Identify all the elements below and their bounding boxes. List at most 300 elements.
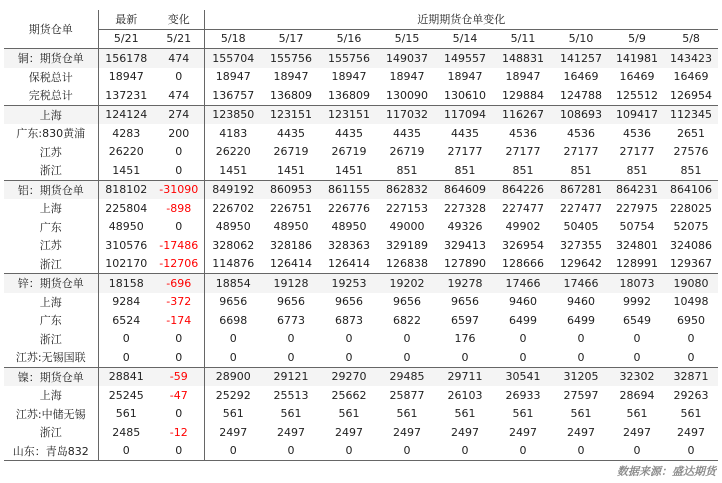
latest-cell: 102170 [105,257,148,271]
history-cell: 26719 [273,145,309,159]
history-cell: 0 [577,350,585,364]
history-cell: 327355 [560,238,602,252]
history-cell: 29270 [320,367,378,386]
change-cell: -47 [154,386,204,405]
history-cell: 19278 [436,274,494,293]
latest-cell: 9284 [112,295,141,309]
history-cell: 6698 [219,313,248,327]
history-cell: 50754 [619,220,655,234]
history-cell: 117032 [378,105,436,124]
history-cell: 326954 [502,238,544,252]
history-cell: 19080 [664,274,718,293]
history-cell: 17466 [552,274,610,293]
table-row [4,274,718,293]
history-cell: 26220 [215,145,251,159]
history-cell: 6549 [623,313,651,327]
history-cell: 2497 [509,425,537,439]
history-cell: 0 [403,350,411,364]
history-cell: 864226 [494,180,552,199]
history-cell: 26719 [389,145,425,159]
history-cell: 324086 [670,238,713,252]
row-label: 广东 [4,218,98,237]
history-cell: 125512 [616,88,658,102]
latest-cell: 26220 [108,145,144,159]
change-cell: -898 [154,199,204,218]
history-cell: 561 [570,407,592,421]
date-header: 5/16 [320,29,378,49]
row-label: 镍：期货仓单 [4,367,98,386]
change-cell: -696 [154,274,204,293]
table-row [4,161,718,180]
history-cell: 4536 [567,126,595,140]
history-cell: 0 [287,332,295,346]
history-cell: 0 [204,442,262,461]
history-cell: 136757 [212,88,255,102]
row-label: 锌：期货仓单 [4,274,98,293]
history-cell: 108693 [552,105,610,124]
change-cell: 0 [154,161,204,180]
change-cell: 0 [154,442,204,461]
history-cell: 48950 [273,220,309,234]
latest-cell: 18947 [108,70,144,84]
change-cell: -174 [154,311,204,330]
history-cell: 561 [454,407,476,421]
history-cell: 851 [680,163,702,177]
history-cell: 228025 [670,201,713,215]
history-cell: 2497 [335,425,363,439]
history-cell: 6950 [677,313,706,327]
row-label: 铜：期货仓单 [4,49,98,68]
history-cell: 143423 [664,49,718,68]
latest-cell: 48950 [108,220,144,234]
latest-cell: 561 [115,407,137,421]
history-cell: 4183 [219,126,248,140]
latest-header: 最新 [98,10,154,29]
history-cell: 29711 [436,367,494,386]
latest-cell: 310576 [105,238,148,252]
latest-cell: 156178 [98,49,154,68]
history-cell: 0 [345,332,353,346]
change-cell: 274 [154,105,204,124]
date-header: 5/14 [436,29,494,49]
latest-cell: 137231 [105,88,148,102]
history-cell: 30541 [494,367,552,386]
history-cell: 25513 [273,388,309,402]
date-header: 5/15 [378,29,436,49]
history-cell: 0 [461,350,469,364]
history-cell: 227153 [386,201,428,215]
history-cell: 227975 [616,201,658,215]
table-row [4,199,718,218]
change-cell: 0 [154,348,204,367]
history-cell: 1451 [219,163,248,177]
history-cell: 0 [287,350,295,364]
row-label: 浙江 [4,423,98,442]
table-row [4,143,718,162]
history-cell: 1451 [335,163,363,177]
history-cell: 29263 [673,388,709,402]
row-label: 江苏:无锡国联 [4,348,98,367]
change-cell: 0 [154,68,204,87]
history-cell: 128991 [616,257,658,271]
table-row [4,105,718,124]
recent-header: 近期期货仓单变化 [204,10,718,29]
history-cell: 1451 [277,163,305,177]
history-cell: 18947 [331,70,367,84]
history-cell: 129367 [670,257,713,271]
history-cell: 176 [454,332,476,346]
header-row-dates [4,29,718,49]
history-cell: 0 [262,442,320,461]
table-row [4,236,718,255]
history-cell: 328062 [212,238,255,252]
date-header: 5/17 [262,29,320,49]
history-cell: 2497 [277,425,305,439]
history-cell: 0 [552,442,610,461]
history-cell: 27576 [673,145,709,159]
history-cell: 9656 [219,295,248,309]
history-cell: 126414 [270,257,312,271]
history-cell: 227328 [444,201,486,215]
history-cell: 6873 [335,313,363,327]
date-header: 5/21 [154,29,204,49]
table-row [4,180,718,199]
history-cell: 226776 [328,201,370,215]
history-cell: 9656 [277,295,305,309]
history-cell: 9460 [567,295,595,309]
history-cell: 561 [626,407,648,421]
change-cell: 474 [154,49,204,68]
latest-cell: 124124 [98,105,154,124]
history-cell: 27177 [563,145,599,159]
latest-cell: 225804 [105,201,148,215]
history-cell: 32302 [610,367,664,386]
history-cell: 27177 [505,145,541,159]
history-cell: 324801 [616,238,658,252]
change-header: 变化 [154,10,204,29]
history-cell: 10498 [673,295,709,309]
history-cell: 141257 [552,49,610,68]
row-label: 上海 [4,199,98,218]
history-cell: 25292 [215,388,251,402]
history-cell: 864231 [610,180,664,199]
history-cell: 0 [519,332,527,346]
history-cell: 31205 [552,367,610,386]
history-cell: 849192 [204,180,262,199]
history-cell: 6822 [393,313,421,327]
history-cell: 29485 [378,367,436,386]
change-cell: 200 [154,124,204,143]
history-cell: 561 [396,407,418,421]
history-cell: 18947 [389,70,425,84]
history-cell: 50405 [563,220,599,234]
history-cell: 0 [633,350,641,364]
history-cell: 4435 [335,126,363,140]
history-cell: 25877 [389,388,425,402]
history-cell: 19128 [262,274,320,293]
table-row [4,68,718,87]
data-source-note: 数据来源：盛达期货 [617,465,716,478]
date-header: 5/8 [664,29,718,49]
table-row [4,423,718,442]
history-cell: 0 [687,332,695,346]
history-cell: 4536 [623,126,651,140]
history-cell: 126838 [386,257,428,271]
table-body [4,49,718,461]
table-row [4,405,718,424]
history-cell: 0 [519,350,527,364]
history-cell: 0 [378,442,436,461]
history-cell: 109417 [610,105,664,124]
history-cell: 48950 [215,220,251,234]
row-label: 江苏 [4,236,98,255]
history-cell: 4536 [509,126,537,140]
history-cell: 851 [512,163,534,177]
history-cell: 129884 [502,88,544,102]
history-cell: 861155 [320,180,378,199]
history-cell: 112345 [664,105,718,124]
history-cell: 0 [610,442,664,461]
history-cell: 561 [680,407,702,421]
table-row [4,367,718,386]
change-cell: 0 [154,218,204,237]
table-row [4,348,718,367]
history-cell: 9460 [509,295,537,309]
history-cell: 149557 [436,49,494,68]
history-cell: 2497 [219,425,248,439]
table-row [4,49,718,68]
history-cell: 226702 [212,201,255,215]
row-label: 广东 [4,311,98,330]
history-cell: 329413 [444,238,486,252]
latest-cell: 18158 [98,274,154,293]
history-cell: 561 [222,407,244,421]
row-label: 浙江 [4,255,98,274]
history-cell: 0 [345,350,353,364]
latest-cell: 0 [122,332,130,346]
history-cell: 2497 [567,425,595,439]
history-cell: 25662 [331,388,367,402]
table-row [4,218,718,237]
history-cell: 561 [280,407,302,421]
change-cell: 0 [154,143,204,162]
history-cell: 26933 [505,388,541,402]
history-cell: 123151 [262,105,320,124]
history-cell: 328363 [328,238,370,252]
history-cell: 141981 [610,49,664,68]
history-cell: 6499 [509,313,537,327]
date-header: 5/21 [98,29,154,49]
history-cell: 0 [664,442,718,461]
latest-cell: 0 [122,350,130,364]
history-cell: 136809 [328,88,370,102]
history-cell: 136809 [270,88,312,102]
change-cell: -372 [154,293,204,312]
row-label: 铝：期货仓单 [4,180,98,199]
history-cell: 9992 [623,295,651,309]
history-cell: 127890 [444,257,486,271]
latest-cell: 4283 [112,126,141,140]
history-cell: 124788 [560,88,602,102]
history-cell: 0 [403,332,411,346]
history-cell: 9656 [335,295,363,309]
history-cell: 6499 [567,313,595,327]
history-cell: 129642 [560,257,602,271]
row-label: 江苏:中储无锡 [4,405,98,424]
history-cell: 2651 [677,126,706,140]
latest-cell: 6524 [112,313,141,327]
row-label: 上海 [4,386,98,405]
history-cell: 49000 [389,220,425,234]
history-cell: 867281 [552,180,610,199]
history-cell: 18854 [204,274,262,293]
table-row [4,386,718,405]
history-cell: 4435 [393,126,421,140]
table-row [4,293,718,312]
history-cell: 126414 [328,257,370,271]
history-cell: 155704 [204,49,262,68]
history-cell: 123151 [320,105,378,124]
change-cell: 0 [154,330,204,349]
row-label: 广东:830黄浦 [4,124,98,143]
row-label: 浙江 [4,330,98,349]
history-cell: 328186 [270,238,312,252]
history-cell: 130090 [386,88,428,102]
history-cell: 561 [338,407,360,421]
history-cell: 0 [633,332,641,346]
history-cell: 864609 [436,180,494,199]
history-cell: 19253 [320,274,378,293]
history-cell: 28900 [204,367,262,386]
history-cell: 29121 [262,367,320,386]
change-cell: -12 [154,423,204,442]
history-cell: 128666 [502,257,544,271]
history-cell: 149037 [378,49,436,68]
history-cell: 130610 [444,88,486,102]
history-cell: 0 [436,442,494,461]
history-cell: 9656 [393,295,421,309]
date-header: 5/10 [552,29,610,49]
history-cell: 2497 [677,425,706,439]
history-cell: 123850 [204,105,262,124]
history-cell: 49326 [447,220,483,234]
history-cell: 2497 [393,425,421,439]
history-cell: 860953 [262,180,320,199]
latest-cell: 2485 [112,425,141,439]
history-cell: 155756 [262,49,320,68]
history-cell: 18947 [505,70,541,84]
history-cell: 9656 [451,295,479,309]
history-cell: 862832 [378,180,436,199]
table-row [4,255,718,274]
history-cell: 6773 [277,313,305,327]
history-cell: 226751 [270,201,312,215]
history-cell: 2497 [623,425,651,439]
history-cell: 28694 [619,388,655,402]
history-cell: 0 [687,350,695,364]
date-header: 5/9 [610,29,664,49]
latest-cell: 1451 [112,163,141,177]
history-cell: 851 [396,163,418,177]
date-header: 5/11 [494,29,552,49]
row-label: 完税总计 [4,86,98,105]
history-cell: 6597 [451,313,479,327]
history-cell: 116267 [494,105,552,124]
date-header: 5/18 [204,29,262,49]
history-cell: 561 [512,407,534,421]
row-label: 保税总计 [4,68,98,87]
row-label: 浙江 [4,161,98,180]
history-cell: 864106 [664,180,718,199]
history-cell: 227477 [560,201,602,215]
history-cell: 18947 [273,70,309,84]
history-cell: 0 [229,350,237,364]
latest-cell: 0 [98,442,154,461]
header-row-top [4,10,718,29]
history-cell: 52075 [673,220,709,234]
history-cell: 851 [570,163,592,177]
row-label: 上海 [4,105,98,124]
history-cell: 18073 [610,274,664,293]
corner-header: 期货仓单 [4,10,98,49]
warehouse-receipt-table [4,10,718,461]
history-cell: 851 [454,163,476,177]
change-cell: -31090 [154,180,204,199]
table-row [4,330,718,349]
history-cell: 18947 [447,70,483,84]
history-cell: 16469 [563,70,599,84]
history-cell: 148831 [494,49,552,68]
history-cell: 4435 [277,126,305,140]
history-cell: 17466 [494,274,552,293]
table-row [4,86,718,105]
latest-cell: 28841 [98,367,154,386]
change-cell: -17486 [154,236,204,255]
row-label: 山东：青岛832 [4,442,98,461]
table-row [4,311,718,330]
history-cell: 16469 [673,70,709,84]
history-cell: 0 [494,442,552,461]
history-cell: 32871 [664,367,718,386]
history-cell: 117094 [436,105,494,124]
row-label: 江苏 [4,143,98,162]
history-cell: 2497 [451,425,479,439]
history-cell: 27597 [563,388,599,402]
history-cell: 26103 [447,388,483,402]
history-cell: 26719 [331,145,367,159]
change-cell: 474 [154,86,204,105]
change-cell: -12706 [154,255,204,274]
latest-cell: 25245 [108,388,144,402]
history-cell: 126954 [670,88,713,102]
history-cell: 27177 [619,145,655,159]
history-cell: 0 [320,442,378,461]
history-cell: 19202 [378,274,436,293]
latest-cell: 818102 [98,180,154,199]
row-label: 上海 [4,293,98,312]
history-cell: 0 [577,332,585,346]
history-cell: 49902 [505,220,541,234]
change-cell: 0 [154,405,204,424]
change-cell: -59 [154,367,204,386]
history-cell: 155756 [320,49,378,68]
history-cell: 0 [229,332,237,346]
history-cell: 27177 [447,145,483,159]
history-cell: 329189 [386,238,428,252]
history-cell: 18947 [215,70,251,84]
history-cell: 16469 [619,70,655,84]
history-cell: 4435 [451,126,479,140]
